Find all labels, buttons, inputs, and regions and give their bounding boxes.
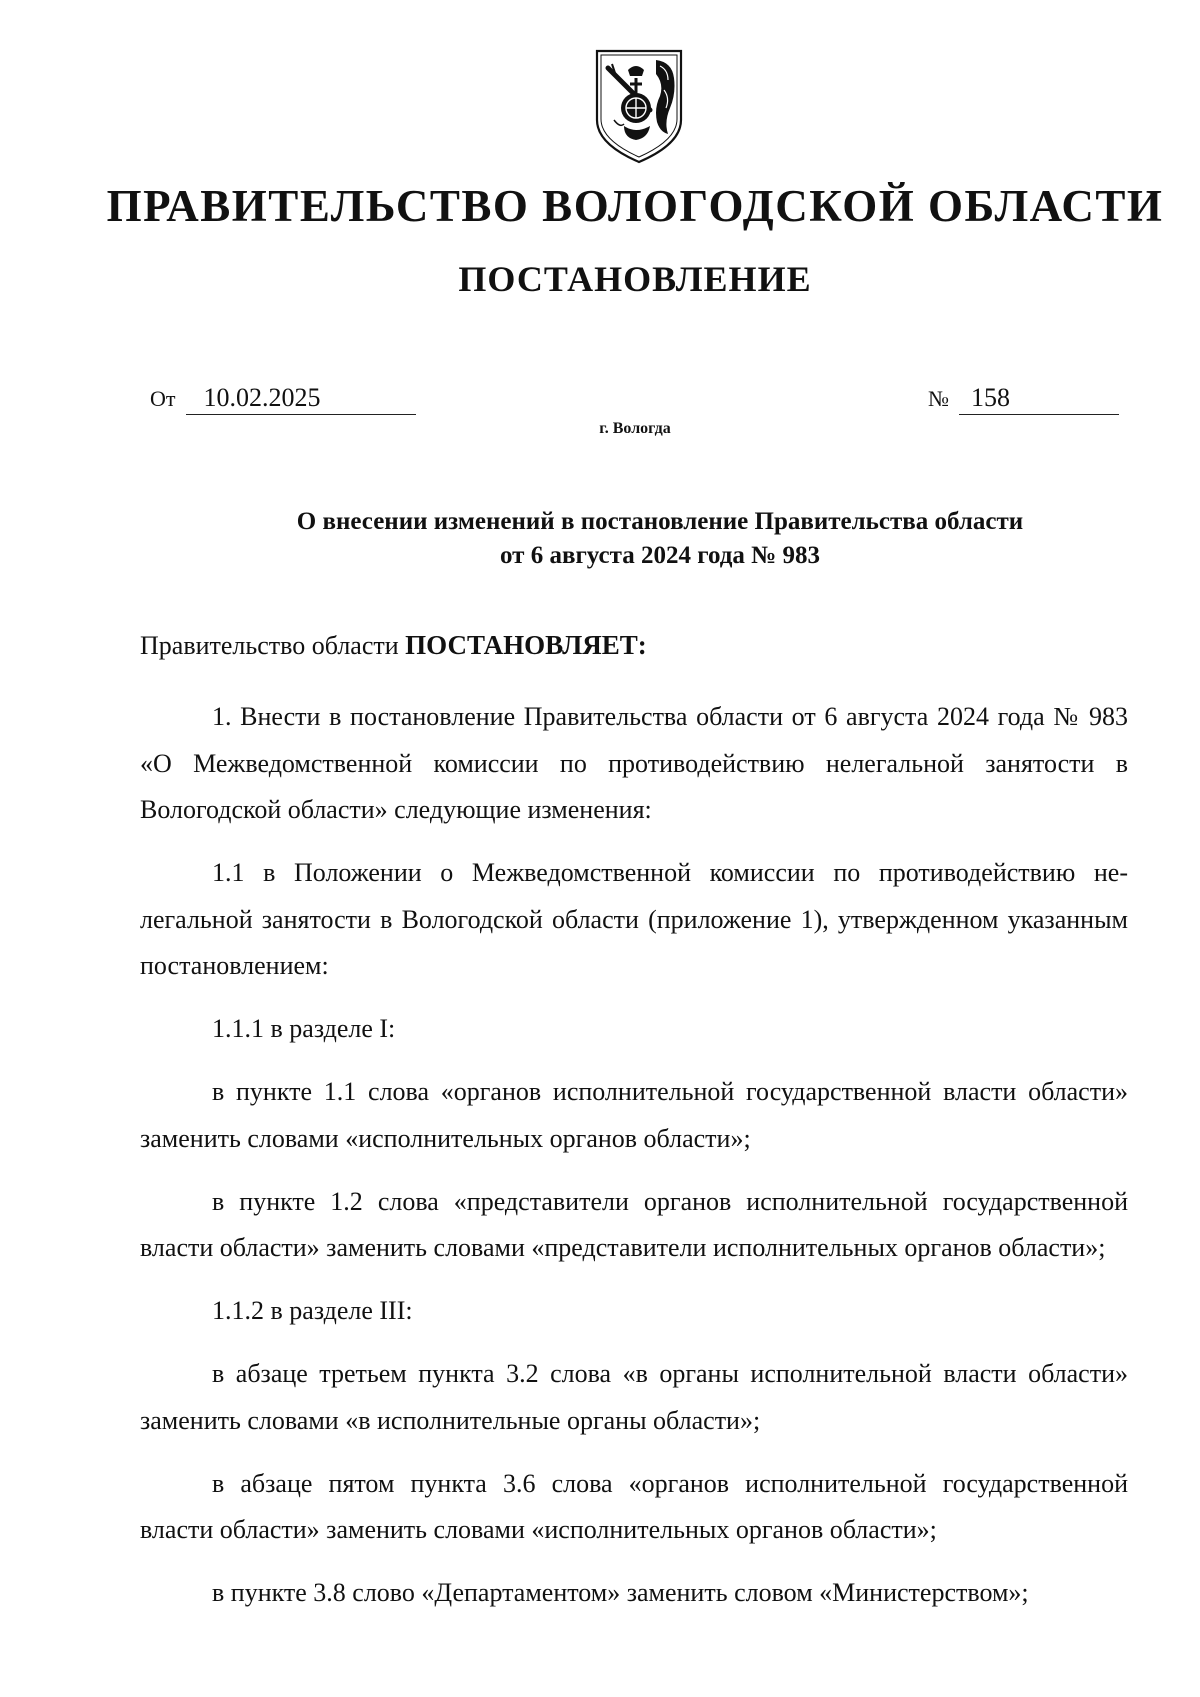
date-prefix: От xyxy=(150,386,176,411)
government-title: ПРАВИТЕЛЬСТВО ВОЛОГОДСКОЙ ОБЛАСТИ xyxy=(106,181,1164,231)
subject-line-2: от 6 августа 2024 года № 983 xyxy=(500,542,820,569)
paragraph-item-1-1: в пункте 1.1 слова «органов исполнительной государственной власти области» заменить словами «исполнительных органов области»; xyxy=(140,1077,1128,1153)
document-type-title: ПОСТАНОВЛЕНИЕ xyxy=(458,259,812,299)
coat-of-arms-icon xyxy=(594,48,684,166)
subject-line-1: О внесении изменений в постановление Правительства области xyxy=(296,508,1024,535)
number-prefix: № xyxy=(928,386,949,411)
paragraph-1-1-1: 1.1.1 в разделе I: xyxy=(212,1014,396,1043)
paragraph-1-1-2: 1.1.2 в разделе III: xyxy=(212,1296,413,1325)
document-subject xyxy=(220,505,1100,573)
paragraph-1: 1. Внести в постановление Правительства области от 6 августа 2024 года № 983 «О Межведомственной комиссии по противодействию нелегальной занятости в Вологодской области» следующие изменения: xyxy=(140,702,1128,824)
paragraph-item-3-6: в абзаце пятом пункта 3.6 слова «органов исполнительной государственной власти области» заменить словами «исполнительных органов области»; xyxy=(140,1468,1128,1544)
preamble-emphasis: ПОСТАНОВЛЯЕТ: xyxy=(405,630,647,660)
date-value: 10.02.2025 xyxy=(186,384,416,415)
preamble-text: Правительство области xyxy=(140,631,399,660)
document-body xyxy=(140,694,1128,1633)
document-date xyxy=(150,383,416,415)
city-label: г. Вологда xyxy=(599,420,671,437)
preamble xyxy=(140,630,647,661)
document-number xyxy=(928,383,1119,415)
number-value: 158 xyxy=(959,384,1119,415)
paragraph-1-1: 1.1 в Положении о Межведомственной комиссии по противодействию нелегальной занятости в Вологодской области (приложение 1), утвержденном указанным постановлением: xyxy=(140,858,1128,980)
paragraph-item-3-8: в пункте 3.8 слово «Департаментом» заменить словом «Министерством»; xyxy=(212,1578,1029,1607)
paragraph-item-3-2: в абзаце третьем пункта 3.2 слова «в органы исполнительной власти области» заменить словами «в исполнительные органы области»; xyxy=(140,1359,1128,1435)
paragraph-item-1-2: в пункте 1.2 слова «представители органов исполнительной государственной власти области» заменить словами «представители исполнительных органов области»; xyxy=(140,1186,1128,1262)
